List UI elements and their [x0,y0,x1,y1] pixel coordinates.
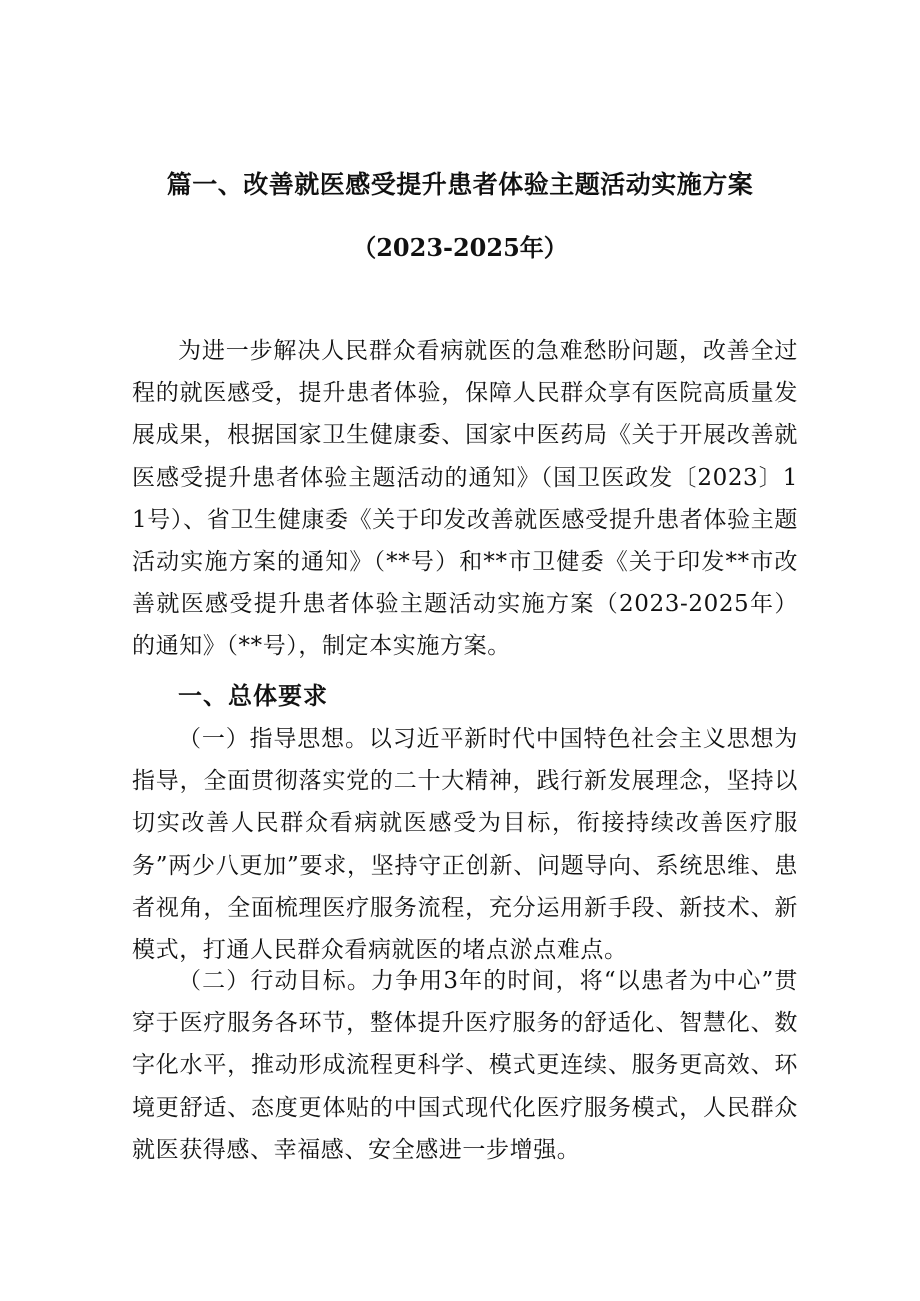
document-subtitle: （2023-2025年） [352,233,568,262]
intro-paragraph: 为进一步解决人民群众看病就医的急难愁盼问题，改善全过程的就医感受，提升患者体验，保障人民群众享有医院高质量发展成果，根据国家卫生健康委、国家中医药局《关于开展改善就医感受提升患者体验主题活动的通知》（国卫医政发〔2023〕11号）、省卫生健康委《关于印发改善就医感受提升患者体验主题活动实施方案的通知》（**号）和**市卫健委《关于印发**市改善就医感受提升患者体验主题活动实施方案（2023-2025年）的通知》（**号），制定本实施方案。 [132,338,798,660]
document-title: 篇一、改善就医感受提升患者体验主题活动实施方案 [166,170,754,199]
guiding-ideology-paragraph: （一）指导思想。以习近平新时代中国特色社会主义思想为指导，全面贯彻落实党的二十大精神，践行新发展理念，坚持以切实改善人民群众看病就医感受为目标，衔接持续改善医疗服务”两少八更加”要求，坚持守正创新、问题导向、系统思维、患者视角，全面梳理医疗服务流程，充分运用新手段、新技术、新模式，打通人民群众看病就医的堵点淤点难点。 [132,726,798,964]
action-goals-paragraph: （二）行动目标。力争用3年的时间，将“以患者为中心”贯穿于医疗服务各环节，整体提升医疗服务的舒适化、智慧化、数字化水平，推动形成流程更科学、模式更连续、服务更高效、环境更舒适、态度更体贴的中国式现代化医疗服务模式，人民群众就医获得感、幸福感、安全感进一步增强。 [132,968,798,1163]
section-heading-overall-requirements: 一、总体要求 [178,682,328,710]
